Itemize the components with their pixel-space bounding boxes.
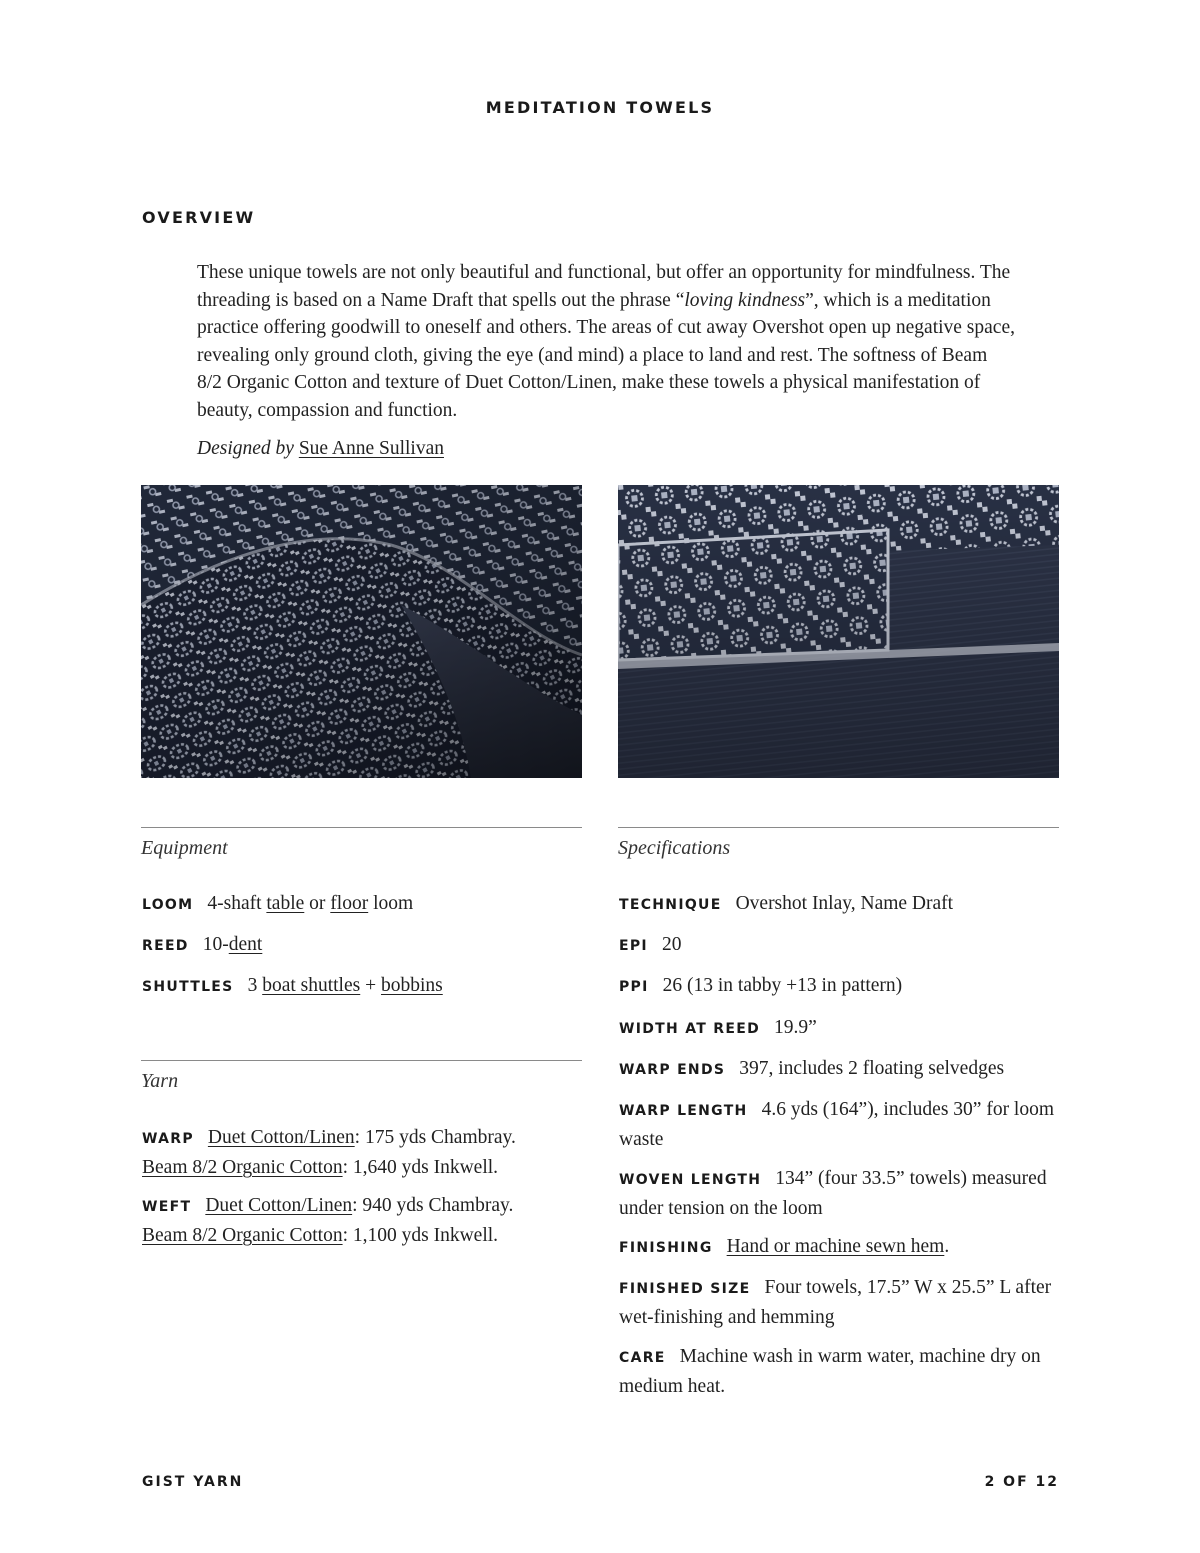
yarn-heading: Yarn [141,1070,179,1092]
finishing-period: . [944,1236,950,1257]
woven-length-value: 134” (four 33.5” towels) measured under tension on the loom [619,1168,1047,1219]
shuttles-text-mid: + [360,975,381,996]
care-value: Machine wash in warm water, machine dry on medium heat. [619,1346,1041,1397]
floor-loom-link[interactable]: floor [330,893,369,914]
warp-length-value: 4.6 yds (164”), includes 30” for loom waste [619,1099,1055,1150]
shuttles-text: 3 [247,975,263,996]
woven-length-label: WOVEN LENGTH [619,1172,762,1188]
ppi-field [619,972,1060,1002]
overview-paragraph [197,259,1017,424]
yarn-divider [141,1060,582,1061]
loom-label: LOOM [142,897,194,913]
document-title: MEDITATION TOWELS [485,98,715,117]
bobbins-link[interactable]: bobbins [380,975,443,996]
weft-label: WEFT [142,1199,192,1215]
boat-shuttles-link[interactable]: boat shuttles [262,975,361,996]
epi-field [619,931,1060,961]
warp-length-field [619,1096,1060,1153]
technique-value: Overshot Inlay, Name Draft [735,893,954,914]
finishing-field [619,1233,1060,1263]
page-number: 2 OF 12 [984,1474,1059,1490]
width-at-reed-value: 19.9” [774,1017,817,1038]
finished-size-value: Four towels, 17.5” W x 25.5” L after wet-finishing and hemming [619,1277,1052,1328]
loom-field [142,890,583,920]
weft-yarn-field [142,1192,583,1249]
reed-text: 10- [202,934,229,955]
warp-length-label: WARP LENGTH [619,1103,748,1119]
specifications-divider [618,827,1059,828]
towel-drape-photo [141,485,582,778]
warp-ends-field [619,1055,1060,1085]
width-at-reed-label: WIDTH AT REED [619,1021,761,1037]
finished-size-label: FINISHED SIZE [619,1281,751,1297]
weft-beam-link[interactable]: Beam 8/2 Organic Cotton [142,1224,343,1246]
epi-label: EPI [619,938,648,954]
overview-text-italic: loving kindness [684,289,806,311]
loom-text: 4-shaft [207,893,267,914]
warp-ends-label: WARP ENDS [619,1062,726,1078]
sewn-hem-link[interactable]: Hand or machine sewn hem [726,1236,945,1257]
loom-text-end: loom [368,893,414,914]
dent-link[interactable]: dent [228,934,263,955]
warp-label: WARP [142,1131,194,1147]
technique-label: TECHNIQUE [619,897,722,913]
reed-label: REED [142,938,189,954]
footer-brand: GIST YARN [142,1474,244,1490]
towel-flat-photo [618,485,1059,778]
finished-size-field [619,1274,1060,1331]
designer-link[interactable]: Sue Anne Sullivan [298,438,444,459]
overview-text-end: ”, which is a meditation practice offering goodwill to oneself and others. The areas of cut away Overshot open up negative space, revealing only ground cloth, giving the eye (and mind) a place to land and rest. The softness of Beam 8/2 Organic Cotton and texture of Duet Cotton/Linen, make these towels a physical manifestation of beauty, compassion and function. [197,289,1015,421]
warp-duet-link[interactable]: Duet Cotton/Linen [207,1127,355,1148]
epi-value: 20 [661,934,682,955]
weft-duet-link[interactable]: Duet Cotton/Linen [205,1195,353,1216]
overview-text-start: These unique towels are not only beautiful and functional, but offer an opportunity for mindfulness. The threading is based on a Name Draft that spells out the phrase “ [197,262,1011,311]
warp-beam-amount: : 1,640 yds Inkwell. [342,1156,499,1178]
reed-field [142,931,583,961]
ppi-label: PPI [619,979,649,995]
care-field [619,1343,1060,1400]
equipment-divider [141,827,582,828]
woven-length-field [619,1165,1060,1222]
warp-yarn-field [142,1124,583,1181]
credit-prefix: Designed by [197,438,294,459]
table-loom-link[interactable]: table [266,893,305,914]
warp-duet-amount: : 175 yds Chambray. [354,1127,516,1148]
warp-ends-value: 397, includes 2 floating selvedges [739,1058,1005,1079]
equipment-heading: Equipment [141,837,228,859]
overview-heading: OVERVIEW [142,208,256,227]
ppi-value: 26 (13 in tabby +13 in pattern) [662,975,903,996]
width-at-reed-field [619,1014,1060,1044]
finishing-label: FINISHING [619,1240,713,1256]
loom-text-mid: or [304,893,331,914]
shuttles-label: SHUTTLES [142,979,234,995]
designer-credit [197,438,444,460]
weft-beam-amount: : 1,100 yds Inkwell. [342,1224,499,1246]
technique-field [619,890,1060,920]
specifications-heading: Specifications [618,837,731,859]
weft-duet-amount: : 940 yds Chambray. [352,1195,514,1216]
care-label: CARE [619,1350,666,1366]
warp-beam-link[interactable]: Beam 8/2 Organic Cotton [142,1156,343,1178]
shuttles-field [142,972,583,1002]
